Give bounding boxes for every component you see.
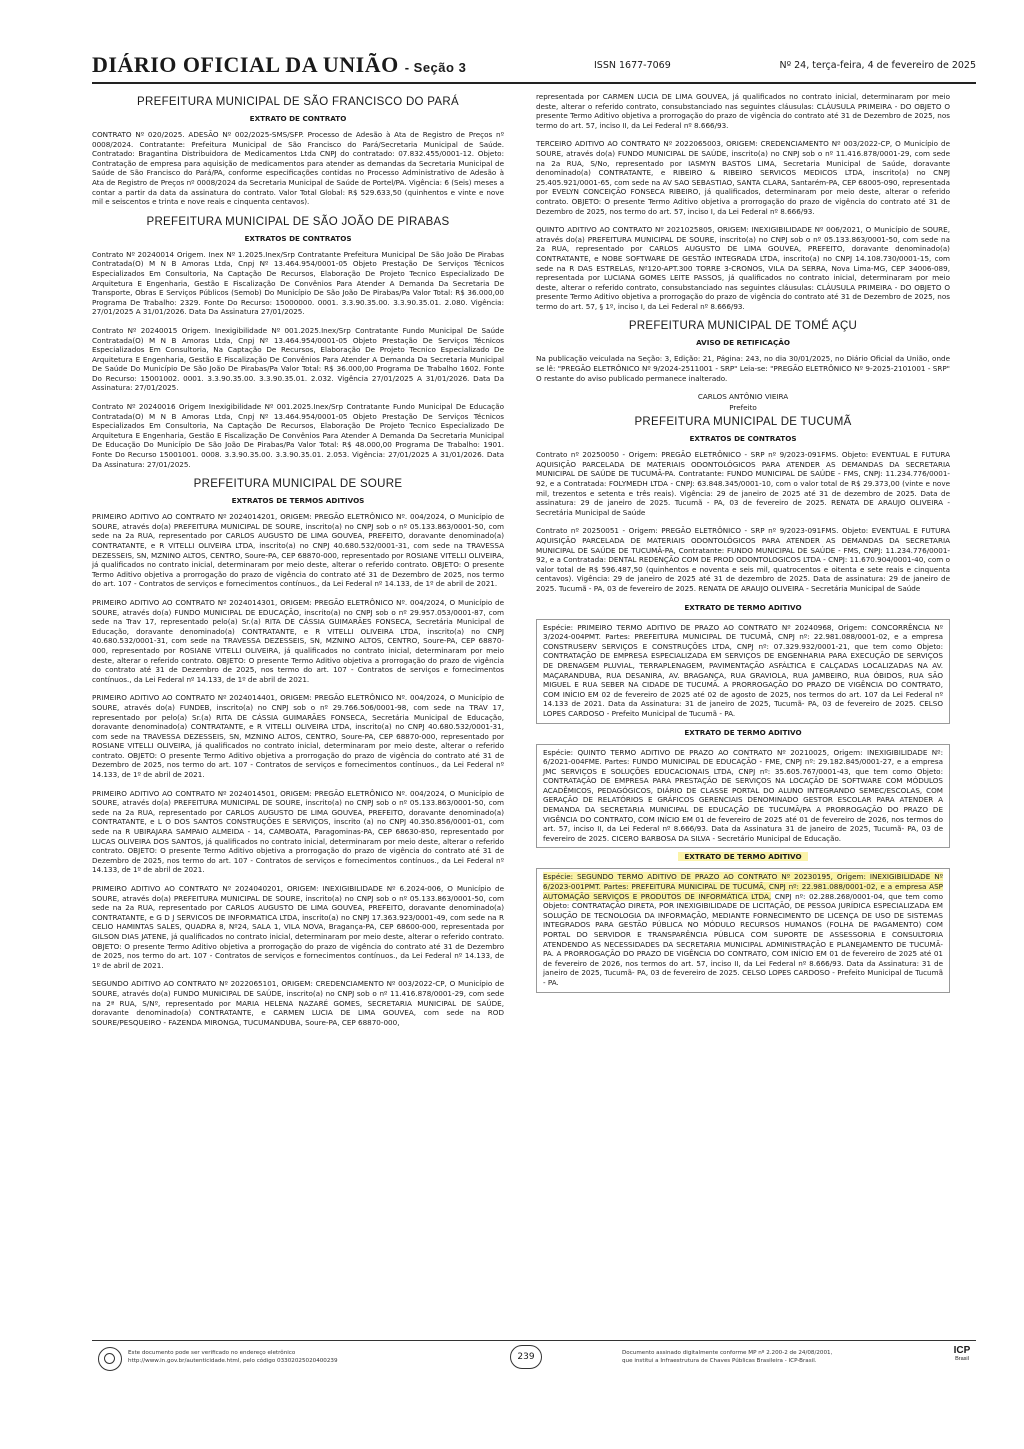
org-title-sao-joao-de-pirabas: PREFEITURA MUNICIPAL DE SÃO JOÃO DE PIRABAS (146, 215, 450, 228)
verification-note: Este documento pode ser verificado no endereço eletrônico http://www.in.gov.br/autenticidade.html, pelo código 03302025020400239 (128, 1350, 338, 1364)
paragraph: CONTRATO Nº 020/2025. ADESÃO Nº 002/2025-SMS/SFP. Processo de Adesão à Ata de Registro de Preços nº 0008/2024. Contratante: Prefeitura Municipal de São Francisco do Pará/Secretaria Municipal de Saúde. Contratado: Bragantina Distribuidora de Medicamentos Ltda CNPJ do contratado: 07.832.455/0001-12. Objeto: Contratação de empresa para aquisição de medicamentos para atender as demandas da Secretaria Municipal de Saúde de São Francisco do Pará/PA, conforme especificações contidas no Processo Administrativo de Adesão à Ata de Registro de Preços nº 0008/2024 da Secretaria Municipal de Saúde de Portel/PA. Vigência: 6 (Seis) meses a contar a partir da data da assinatura do contrato. Valor Total Global: R$ 529.633,50 (quinhentos e vinte e nove mil e seiscentos e trinta e nove reais e cinquenta centavos). (92, 130, 504, 207)
paragraph: Contrato nº 20250050 - Origem: PREGÃO ELETRÔNICO - SRP nº 9/2023-091FMS. Objeto: EVENTUAL E FUTURA AQUISIÇÃO PARCELADA DE MATERIAIS ODONTOLÓGICOS PARA ATENDER AS DEMANDAS DA SECRETARIA MUNICIPAL DE SAÚDE DE TUCUMÃ-PA. Contratante: FUNDO MUNICIPAL DE SAÚDE - FMS, CNPJ: 11.234.776/0001-92, e a Contratada: FOLYMEDH LTDA - CNPJ: 63.848.345/0001-10, com o valor total de R$ 29.373,00 (vinte e nove mil, trezentos e setenta e três reais). Vigência: 29 de janeiro de 2025 até 31 de dezembro de 2025. Data de assinatura: 29 de janeiro de 2025. Tucumã - PA, 03 de fevereiro de 2025. RENATA DE ARAUJO OLIVEIRA - Secretária Municipal de Saúde (536, 450, 950, 517)
issue-date: Nº 24, terça-feira, 4 de fevereiro de 2025 (779, 60, 976, 71)
masthead (92, 52, 976, 84)
paragraph: Espécie: SEGUNDO TERMO ADITIVO DE PRAZO AO CONTRATO Nº 20230195, Origem: INEXIGIBILIDADE Nº 6/2023-001PMT. Partes: PREFEITURA MUNICIPAL DE TUCUMÃ, CNPJ nº: 22.981.088/0001-02, e a empresa ASP AUTOMAÇÃO SERVIÇOS E PRODUTOS DE INFORMÁTICA LTDA, CNPJ nº: 02.288.268/0001-04, que tem como Objeto: CONTRATAÇÃO DIRETA, POR INEXIGIBILIDADE DE LICITAÇÃO, DE PESSOA JURÍDICA ESPECIALIZADA EM SOLUÇÃO DE TECNOLOGIA DA INFORMAÇÃO, MEDIANTE FORNECIMENTO DE LICENÇA DE USO DE SISTEMAS INTEGRADOS PARA GESTÃO PÚBLICA NO MÓDULO RECURSOS HUMANOS (FOLHA DE PAGAMENTO) COM PORTAL DO SERVIDOR E TRANSPARÊNCIA PÚBLICA COM SUPORTE DE ASSESSORIA E CONSULTORIA ATENDENDO AS NECESSIDADES DA SECRETARIA MUNICIPAL ADMINISTRAÇÃO E PLANEJAMENTO DE TUCUMÃ-PA. A PRORROGAÇÃO DO PRAZO DE VIGÊNCIA DO CONTRATO, COM INÍCIO EM 01 de fevereiro de 2025 até 01 de fevereiro de 2026, nos termos do art. 57, inciso II, da Lei Federal nº 8.666/93. Data da Assinatura: 31 de janeiro de 2025, Tucumã- PA, 03 de fevereiro de 2025. CELSO LOPES CARDOSO - Prefeito Municipal de Tucumã - PA. (543, 872, 943, 987)
section-subtitle: EXTRATO DE CONTRATO (249, 114, 347, 123)
section-subtitle: EXTRATOS DE CONTRATOS (689, 434, 797, 444)
org-title-sao-francisco: PREFEITURA MUNICIPAL DE SÃO FRANCISCO DO PARÁ (137, 96, 459, 108)
boxed-extract (536, 868, 950, 992)
paragraph: Contrato Nº 20240014 Origem. Inex Nº 1.2025.Inex/Srp Contratante Prefeitura Municipal De São João De Pirabas Contratada(O) M N B Amoras Ltda, Cnpj Nº 13.464.954/0001-05 Objeto Prestação De Serviços Técnicos Especializados Em Consultoria, Na Captação De Recursos, Elaboração De Projeto Tecnico Especializado De Arquitetura E Engenharia, Gestão E Fiscalização De Convênios Para Atender A Demanda Da Secretaria De Transporte, Obras E Serviços Públicos (Semob) Do Município De São João De Pirabas/Pa Valor Total: R$ 36.000,00 Programa De Trabalho: 2329. Fonte Do Recurso: 15000000. 0001. 3.3.90.35.00. 3.3.90.35.01. 2.080. Vigência: 27/01/2025 A 31/01/2026. Data Da Assinatura 27/01/2025. (92, 249, 504, 317)
right-column (536, 92, 950, 993)
org-title-tome-acu: PREFEITURA MUNICIPAL DE TOMÉ AÇU (628, 320, 858, 333)
icp-brasil-logo: ICP Brasil (953, 1345, 971, 1362)
paragraph: representada por CARMEN LUCIA DE LIMA GOUVEA, já qualificados no contrato inicial, determinaram por meio deste, alterar o referido contrato, consubstanciado nas seguintes cláusulas: CLÁUSULA PRIMEIRA - DO OBJETO O presente Termo Aditivo objetiva a prorrogação do prazo de vigência do contrato até 31 de Dezembro de 2025, nos termo do art. 57, inciso II, da Lei Federal nº 8.666/93. (536, 92, 950, 130)
section-label: - Seção 3 (404, 60, 467, 75)
paragraph: Espécie: QUINTO TERMO ADITIVO DE PRAZO AO CONTRATO Nº 20210025, Origem: INEXIGIBILIDADE Nº: 6/2021-004FME. Partes: FUNDO MUNICIPAL DE EDUCAÇÃO - FME, CNPJ nº: 29.182.845/0001-27, e a empresa JMC SERVIÇOS E SOLUÇÕES EDUCACIONAIS LTDA, CNPJ nº: 35.605.767/0001-43, que tem como Objeto: CONTRATAÇÃO DE EMPRESA PARA PRESTAÇÃO DE SERVIÇOS NA LOCAÇÃO DE SOFTWARE COM MÓDULOS ACADÊMICOS, PEDAGÓGICOS, DIÁRIO DE CLASSE PORTAL DO ALUNO INTEGRANDO SEMEC/ESCOLAS, COM GERAÇÃO DE RELATÓRIOS E GRÁFICOS GERENCIAIS DENOMINADO GESTOR ESCOLAR PARA ATENDER A DEMANDA DA SECRETARIA MUNICIPAL DE EDUCAÇÃO DE TUCUMÃ/PA A PRORROGAÇÃO DO PRAZO DE VIGÊNCIA DO CONTRATO, COM INÍCIO EM 01 de fevereiro de 2025 até 01 de fevereiro de 2026, nos termos do art. 57, inciso II, da Lei Federal nº 8.666/93. Data da Assinatura 31 de janeiro de 2025, Tucumã- PA, 03 de fevereiro de 2025. CICERO BARBOSA DA SILVA - Secretário Municipal de Educação. (543, 747, 943, 843)
paragraph: PRIMEIRO ADITIVO AO CONTRATO Nº 2024014501, ORIGEM: PREGÃO ELETRÔNICO Nº. 004/2024, O Município de SOURE, através do(a) PREFEITURA MUNICIPAL DE SOURE, inscrito(a) no CNPJ sob o nº 05.133.863/0001-50, com sede na 2a RUA, representado por CARLOS AUGUSTO DE LIMA GOUVEA, PREFEITO, doravante denominado(a) CONTRATANTE, e L O DOS SANTOS CONSTRUÇÕES E SERVIÇOS, inscrito (a) no CNPJ 40.350.856/0001-01, com sede na R UBIRAJARA SAMPAIO ALMEIDA - 14, CAMBOATA, Paragominas-PA, CEP 68630-850, representado por LUCAS OLIVEIRA DOS SANTOS, já qualificados no contrato inicial, determinaram por meio deste, alterar o referido contrato. OBJETO: O presente Termo Aditivo objetiva a prorrogação do prazo de vigência do contrato até 31 de Dezembro de 2025, nos termo do art. 107 - Contratos de serviços e fornecimentos contínuos., da Lei Federal nº 14.133, de 1º de abril de 2021. (92, 788, 504, 875)
org-title-tucuma: PREFEITURA MUNICIPAL DE TUCUMÃ (634, 416, 852, 429)
paragraph: Contrato Nº 20240016 Origem Inexigibilidade Nº 001.2025.Inex/Srp Contratante Fundo Municipal De Educação Contratada(O) M N B Amoras Ltda, Cnpj Nº 13.464.954/0001-05 Objeto Prestação De Serviços Técnicos Especializados Em Consultoria, Na Captação De Recursos, Elaboração De Projeto Tecnico Especializado De Arquitetura E Engenharia, Gestão E Fiscalização De Convênios Para Atender A Demanda Da Secretaria Municipal De Educação Do Município De São João De Pirabas/Pa Valor Total: R$ 48.000,00 Programa De Trabalho: 1901. Fonte Do Recurso 15001001. 0008. 3.3.90.35.00. 3.3.90.35.01. 2.053. Vigência: 27/01/2025 A 31/01/2026. Data Da Assinatura: 27/01/2025. (92, 402, 504, 469)
section-subtitle: EXTRATOS DE CONTRATOS (244, 233, 352, 243)
boxed-extract (536, 619, 950, 724)
signer-role: Prefeito (729, 403, 757, 413)
coat-of-arms-icon (98, 1347, 122, 1371)
paragraph: Espécie: PRIMEIRO TERMO ADITIVO DE PRAZO AO CONTRATO Nº 20240968, Origem: CONCORRÊNCIA Nº 3/2024-004PMT. Partes: PREFEITURA MUNICIPAL DE TUCUMÃ, CNPJ nº: 22.981.088/0001-02, e a empresa CONSTRUSERV SERVIÇOS E CONSTRUÇÕES LTDA, CNPJ nº: 07.329.932/0001-21, que tem como Objeto: CONTRATAÇÃO DE EMPRESA ESPECIALIZADA EM SERVIÇOS DE ENGENHARIA PARA EXECUÇÃO DE SERVIÇOS DE DRENAGEM PLUVIAL, TERRAPLENAGEM, PAVIMENTAÇÃO ASFÁLTICA E CALÇADAS LOCALIZADAS NA AV. MAÇARANDUBA, RUA DESANIRA, AV. BRAGANÇA, RUA GRAVIOLA, RUA JAMBEIRO, RUA ÓBIDOS, RUA SÃO MIGUEL E RUA SEBER NA CIDADE DE TUCUMÃ. A PRORROGAÇÃO DO PRAZO DE VIGÊNCIA DO CONTRATO, COM INÍCIO EM 02 de fevereiro de 2025 até 02 de agosto de 2025, nos termos do art. 107 da Lei Federal nº 14.133 de 2021. Data da Assinatura: 31 de janeiro de 2025, Tucumã- PA, 03 de fevereiro de 2025. CELSO LOPES CARDOSO - Prefeito Municipal de Tucumã - PA. (543, 622, 943, 718)
newspaper-title: DIÁRIO OFICIAL DA UNIÃO - Seção 3 (92, 52, 467, 77)
signer-name: CARLOS ANTÔNIO VIEIRA (697, 392, 789, 402)
issn: ISSN 1677-7069 (594, 60, 671, 71)
paragraph: Contrato Nº 20240015 Origem. Inexigibilidade Nº 001.2025.Inex/Srp Contratante Fundo Municipal De Saúde Contratada(O) M N B Amoras Ltda, Cnpj Nº 13.464.954/0001-05 Objeto Prestação De Serviços Técnicos Especializados Em Consultoria, Na Captação De Recursos, Elaboração De Projeto Tecnico Especializado De Arquitetura E Engenharia, Gestão E Fiscalização De Convênios Para Atender A Demanda Da Secretaria Municipal De Saúde Do Município De São João De Pirabas/Pa Valor Total: R$ 36.000,00 Programa De Trabalho 1602. Fonte Do Recurso: 15001002. 0001. 3.3.90.35.00. 3.3.90.35.01. 2.032. Vigência 27/01/2025 A 31/01/2026. Data Da Assinatura: 27/01/2025. (92, 325, 504, 393)
paragraph: TERCEIRO ADITIVO AO CONTRATO Nº 2022065003, ORIGEM: CREDENCIAMENTO Nº 003/2022-CP, O Município de SOURE, através do(a) FUNDO MUNICIPAL DE SAÚDE, inscrito(a) no CNPJ sob o nº 11.416.878/0001-29, com sede na 2a RUA, S/No, representado por IASMYN BASTOS LIMA, Secretaria Municipal de Saúde, doravante denominado(a) CONTRATANTE, e RIBEIRO & RIBEIRO SERVICOS MEDICOS LTDA, inscrito(a) no CNPJ 25.405.921/0001-65, com sede na AV SAO SEBASTIAO, SANTA CLARA, Santarém-PA, CEP 68005-090, representada por EVELYN CONCEIÇÃO FONSECA RIBEIRO, já qualificados, determinaram por meio deste, alterar o referido contrato. OBJETO: O presente Termo Aditivo objetiva a prorrogação do prazo de vigência do contrato até 31 de Dezembro de 2025, nos termo do art. 57, inciso I, da Lei Federal nº 8.666/93. (536, 139, 950, 216)
section-subtitle: EXTRATO DE TERMO ADITIVO (684, 727, 802, 737)
paragraph: PRIMEIRO ADITIVO AO CONTRATO Nº 2024014301, ORIGEM: PREGÃO ELETRÔNICO Nº. 004/2024, O Município de SOURE, através do(a) FUNDO MUNICIPAL DE EDUCAÇÃO, inscrito(a) no CNPJ sob o nº 29.957.053/0001-87, com sede na Trav 17, representado pelo(a) Sr.(a) RITA DE CÁSSIA GUIMARÃES FONSECA, Secretária Municipal de Educação, doravante denominado(a) CONTRATANTE, e R VITELLI OLIVEIRA LTDA, inscrito(a) no CNPJ 40.680.532/0001-31, com sede na TRAVESSA DEZESSEIS, SN, MZNINO ALTOS, CENTRO, Soure-PA, CEP 68870-000, representado por ROSIANE VITELLI OLIVEIRA, já qualificados no contrato inicial, determinaram por meio deste, alterar o referido contrato. OBJETO: O presente Termo Aditivo objetiva a prorrogação do prazo de vigência do contrato até 31 de Dezembro de 2025, nos termo do art. 107 - Contratos de serviços e fornecimentos contínuos., da Lei Federal nº 14.133, de 1º de abril de 2021. (92, 597, 504, 684)
footer (92, 1340, 976, 1375)
paragraph: Na publicação veiculada na Seção: 3, Edição: 21, Página: 243, no dia 30/01/2025, no Diário Oficial da União, onde se lê: "PREGÃO ELETRÔNICO Nº 9/2024-2511001 - SRP" Leia-se: "PREGÃO ELETRÔNICO Nº 9-2025-2101001 - SRP" O restante do aviso publicado permanece inalterado. (536, 354, 950, 383)
boxed-extract (536, 744, 950, 849)
section-subtitle-highlighted: EXTRATO DE TERMO ADITIVO (536, 852, 950, 861)
paragraph: PRIMEIRO ADITIVO AO CONTRATO Nº 2024040201, ORIGEM: INEXIGIBILIDADE Nº 6.2024-006, O Município de SOURE, através do(a) PREFEITURA MUNICIPAL DE SOURE, inscrito(a) no CNPJ sob o nº 05.133.863/0001-50, com sede na 2a RUA, representado por CARLOS AUGUSTO DE LIMA GOUVEA, PREFEITO, doravante denominado(a) CONTRATANTE, e G D J SERVICOS DE INFORMATICA LTDA, inscrito(a) no CNPJ 17.363.923/0001-49, com sede na R CELIO HAMINTAS SALES, QUADRA 8, Nº24, SALA 1, VILA NOVA, Bragança-PA, CEP 68600-000, representada por GILSON DIAS JATENE, já qualificados no contrato inicial, determinaram por meio deste, alterar o referido contrato. OBJETO: O presente Termo Aditivo objetiva a prorrogação do prazo de vigência do contrato até 31 de Dezembro de 2025, nos termo do art. 107 - Contratos de serviços e fornecimentos contínuos., da Lei Federal nº 14.133, de 1º de abril de 2021. (92, 884, 504, 970)
section-subtitle: AVISO DE RETIFICAÇÃO (696, 338, 790, 348)
section-subtitle: EXTRATOS DE TERMOS ADITIVOS (231, 496, 365, 506)
paragraph: Contrato nº 20250051 - Origem: PREGÃO ELETRÔNICO - SRP nº 9/2023-091FMS. Objeto: EVENTUAL E FUTURA AQUISIÇÃO PARCELADA DE MATERIAIS ODONTOLÓGICOS PARA ATENDER AS DEMANDAS DA SECRETARIA MUNICIPAL DE SAÚDE DE TUCUMÃ-PA, Contratante: FUNDO MUNICIPAL DE SAÚDE - FMS, CNPJ: 11.234.776/0001-92, e a Contratada: DENTAL REDENÇÃO COM DE PROD ODONTOLOGICOS LTDA - CNPJ: 11.670.904/0001-40, com o valor total de R$ 596.487,50 (quinhentos e noventa e seis mil, quatrocentos e oitenta e sete reais e cinquenta centavos). Vigência: 29 de janeiro de 2025 até 31 de dezembro de 2025. Data de assinatura: 29 de janeiro de 2025. Tucumã - PA, 03 de fevereiro de 2025. RENATA DE ARAUJO OLIVEIRA - Secretária Municipal de Saúde (536, 526, 950, 593)
section-subtitle: EXTRATO DE TERMO ADITIVO (684, 602, 802, 612)
paragraph: PRIMEIRO ADITIVO AO CONTRATO Nº 2024014401, ORIGEM: PREGÃO ELETRÔNICO Nº. 004/2024, O Município de SOURE, através do(a) FUNDEB, inscrito(a) no CNPJ sob o nº 29.766.506/0001-98, com sede na TRAV 17, representado por pelo(a) Sr.(a) RITA DE CÁSSIA GUIMARÃES FONSECA, Secretária Municipal de Educação, doravante denominado(a) CONTRATANTE, e R VITELLI OLIVEIRA LTDA, inscrito(a) no CNPJ 40.680.532/0001-31, com sede na TRAVESSA DEZESSEIS, SN, MZNINO ALTOS, CENTRO, Soure-PA, CEP 68870-000, representado por ROSIANE VITELLI OLIVEIRA, já qualificados no contrato inicial, determinaram por meio deste, alterar o referido contrato. OBJETO: O presente Termo Aditivo objetiva a prorrogação do prazo de vigência do contrato até 31 de Dezembro de 2025, nos termo do art. 107 - Contratos de serviços e fornecimentos contínuos., da Lei Federal nº 14.133, de 1º de abril de 2021. (92, 693, 504, 780)
paragraph: SEGUNDO ADITIVO AO CONTRATO Nº 2022065101, ORIGEM: CREDENCIAMENTO Nº 003/2022-CP, O Município de SOURE, através do(a) FUNDO MUNICIPAL DE SAÚDE, inscrito(a) no CNPJ sob o nº 11.416.878/0001-29, com sede na 2ª RUA, S/Nº, representado por MARIA HELENA NAZARÉ GOMES, SECRETARIA MUNICIPAL DE SAÚDE, doravante denominado(a) CONTRATANTE, e CARMEN LUCIA DE LIMA GOUVEA, com sede na ROD SOURE/PESQUEIRO - FAZENDA MIRONGA, TUCUMANDUBA, Soure-PA, CEP 68870-000, (92, 979, 504, 1027)
signature-note: Documento assinado digitalmente conforme MP nº 2.200-2 de 24/08/2001, que institui a Infraestrutura de Chaves Públicas Brasileira - ICP-Brasil. (622, 1350, 833, 1364)
page-number: 239 (510, 1345, 542, 1369)
org-title-soure: PREFEITURA MUNICIPAL DE SOURE (193, 478, 403, 491)
highlighted-text: Espécie: SEGUNDO TERMO ADITIVO DE PRAZO AO CONTRATO Nº 20230195, Origem: INEXIGIBILIDADE Nº 6/2023-001PMT. Partes: PREFEITURA MUNICIPAL DE TUCUMÃ, CNPJ nº: 22.981.088/0001-02, e a empresa ASP AUTOMAÇÃO SERVIÇOS E PRODUTOS DE INFORMÁTICA LTDA, (543, 872, 943, 901)
left-column (92, 92, 504, 1036)
paragraph: PRIMEIRO ADITIVO AO CONTRATO Nº 2024014201, ORIGEM: PREGÃO ELETRÔNICO Nº. 004/2024, O Município de SOURE, através do(a) PREFEITURA MUNICIPAL DE SOURE, inscrito(a) no CNPJ sob o nº 05.133.863/0001-50, com sede na 2a RUA, representado por CARLOS AUGUSTO DE LIMA GOUVEA, PREFEITO, doravante denominado(a) CONTRATANTE, e R VITELLI OLIVEIRA LTDA, inscrito(a) no CNPJ 40.680.532/0001-31, com sede na TRAVESSA DEZESSEIS, SN, MZNINO ALTOS, CENTRO, Soure-PA, CEP 68870-000, representado por ROSIANE VITELLI OLIVEIRA, já qualificados no contrato inicial, determinaram por meio deste, alterar o referido contrato. OBJETO: O presente Termo Aditivo objetiva a prorrogação do prazo de vigência do contrato até 31 de Dezembro de 2025, nos termo do art. 107 - Contratos de serviços e fornecimentos contínuos., da Lei Federal nº 14.133, de 1º de abril de 2021. (92, 512, 504, 589)
paragraph: QUINTO ADITIVO AO CONTRATO Nº 2021025805, ORIGEM: INEXIGIBILIDADE Nº 006/2021, O Município de SOURE, através do(a) PREFEITURA MUNICIPAL DE SOURE, inscrito(a) no CNPJ sob o nº 05.133.863/0001-50, com sede na 2a RUA, representado por CARLOS AUGUSTO DE LIMA GOUVEA, PREFEITO, doravante denominado(a) CONTRATANTE, e NOBE SOFTWARE DE GESTÃO INTEGRADA LTDA, inscrito(a) no CNPJ 14.108.730/0001-15, com sede na R DAS ESTRELAS, Nº120-APT.300 TORRE 3-CRONOS, VILA DA SERRA, Nova Lima-MG, CEP 34006-089, representada por LUCIANA GOMES LEITE PASSOS, já qualificados no contrato inicial, determinaram por meio deste, alterar o referido contrato, consubstanciado nas seguintes cláusulas: CLÁUSULA PRIMEIRA - DO OBJETO O presente Termo Aditivo objetiva a prorrogação do prazo de vigência do contrato até 31 de Dezembro de 2025, nos termo do art. 57, § 1º, inciso I, da Lei Federal nº 8.666/93. (536, 225, 950, 311)
